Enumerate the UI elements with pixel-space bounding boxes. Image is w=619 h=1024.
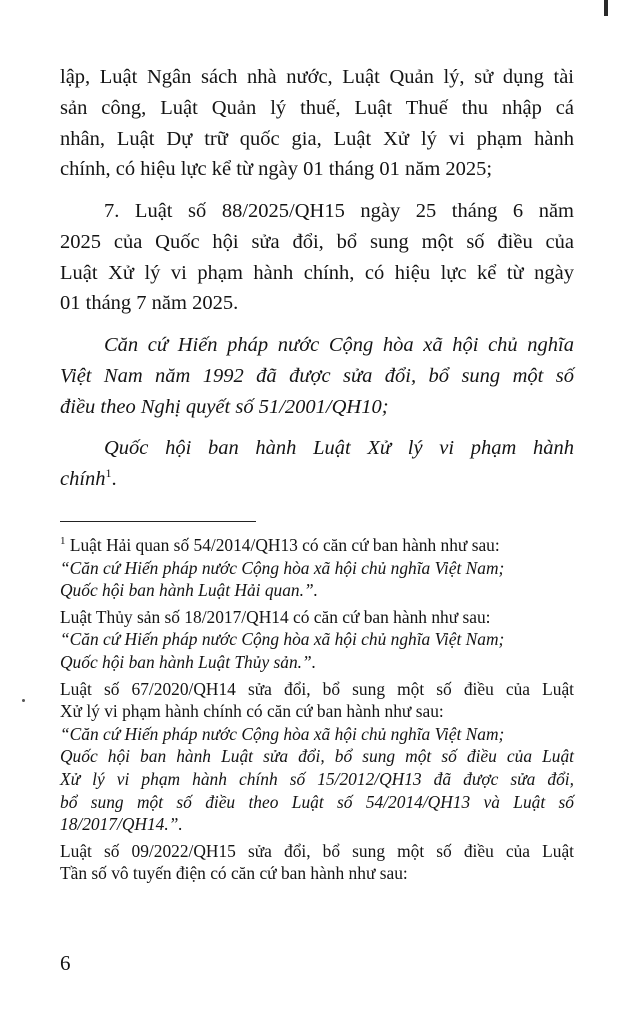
text-line: 2025 của Quốc hội sửa đổi, bổ sung một số điều của	[60, 230, 574, 253]
footnote-line: Tần số vô tuyến điện có căn cứ ban hành như sau:	[60, 863, 408, 884]
enactment-period: .	[111, 467, 117, 490]
footnote-line: 18/2017/QH14.”.	[60, 814, 183, 835]
footnote-line: “Căn cứ Hiến pháp nước Cộng hòa xã hội chủ nghĩa Việt Nam;	[60, 629, 505, 650]
footnote-line: Luật số 09/2022/QH15 sửa đổi, bổ sung một số điều của Luật	[60, 840, 574, 861]
enactment-word: chính	[60, 467, 106, 490]
text-line: Việt Nam năm 1992 đã được sửa đổi, bổ sung một số	[60, 364, 574, 387]
scan-edge-mark	[604, 0, 608, 16]
footnote-line: Luật Thủy sản số 18/2017/QH14 có căn cứ ban hành như sau:	[60, 606, 491, 627]
footnote-line: “Căn cứ Hiến pháp nước Cộng hòa xã hội chủ nghĩa Việt Nam;	[60, 557, 505, 578]
footnote-line: Quốc hội ban hành Luật sửa đổi, bổ sung một số điều của Luật	[60, 746, 574, 767]
text-line: sản công, Luật Quản lý thuế, Luật Thuế thu nhập cá	[60, 96, 574, 119]
footnote-line: “Căn cứ Hiến pháp nước Cộng hòa xã hội chủ nghĩa Việt Nam;	[60, 723, 505, 744]
text-line: 01 tháng 7 năm 2025.	[60, 292, 239, 315]
text-line: nhân, Luật Dự trữ quốc gia, Luật Xử lý vi phạm hành	[60, 127, 574, 150]
text-line: Luật Xử lý vi phạm hành chính, có hiệu lực kể từ ngày	[60, 261, 574, 284]
footnote-line: Xử lý vi phạm hành chính số 15/2012/QH13 đã được sửa đổi,	[60, 768, 574, 789]
footnote-line: Luật số 67/2020/QH14 sửa đổi, bổ sung một số điều của Luật	[60, 678, 574, 699]
footnote-ref: 1	[105, 465, 112, 480]
footnote-line: Quốc hội ban hành Luật Hải quan.”.	[60, 580, 318, 601]
footnote-line: Quốc hội ban hành Luật Thủy sản.”.	[60, 651, 317, 672]
text-line: điều theo Nghị quyết số 51/2001/QH10;	[60, 395, 389, 418]
text-line: Căn cứ Hiến pháp nước Cộng hòa xã hội chủ nghĩa	[104, 334, 574, 356]
page-number: 6	[60, 951, 71, 975]
paragraph-enactment	[60, 433, 574, 495]
paragraph-continuation	[60, 62, 574, 185]
scan-speck	[22, 699, 25, 702]
footnote-line: bổ sung một số điều theo Luật số 54/2014/QH13 và Luật số	[60, 791, 574, 812]
footnote-marker: 1	[60, 535, 66, 548]
paragraph-item-7	[60, 196, 574, 319]
footnote-line	[60, 534, 574, 557]
footnote-separator	[60, 521, 256, 522]
text-line: chính, có hiệu lực kể từ ngày 01 tháng 01 năm 2025;	[60, 158, 493, 181]
footnote-line: Xử lý vi phạm hành chính có căn cứ ban hành như sau:	[60, 701, 444, 722]
text-line	[60, 464, 574, 495]
text-line: lập, Luật Ngân sách nhà nước, Luật Quản lý, sử dụng tài	[60, 66, 574, 88]
paragraph-constitution-basis	[60, 330, 574, 422]
footnote-text: Luật Hải quan số 54/2014/QH13 có căn cứ ban hành như sau:	[69, 535, 500, 555]
footnotes	[60, 534, 574, 885]
text-line: 7. Luật số 88/2025/QH15 ngày 25 tháng 6 năm	[104, 200, 574, 222]
text-line: Quốc hội ban hành Luật Xử lý vi phạm hành	[104, 437, 574, 459]
